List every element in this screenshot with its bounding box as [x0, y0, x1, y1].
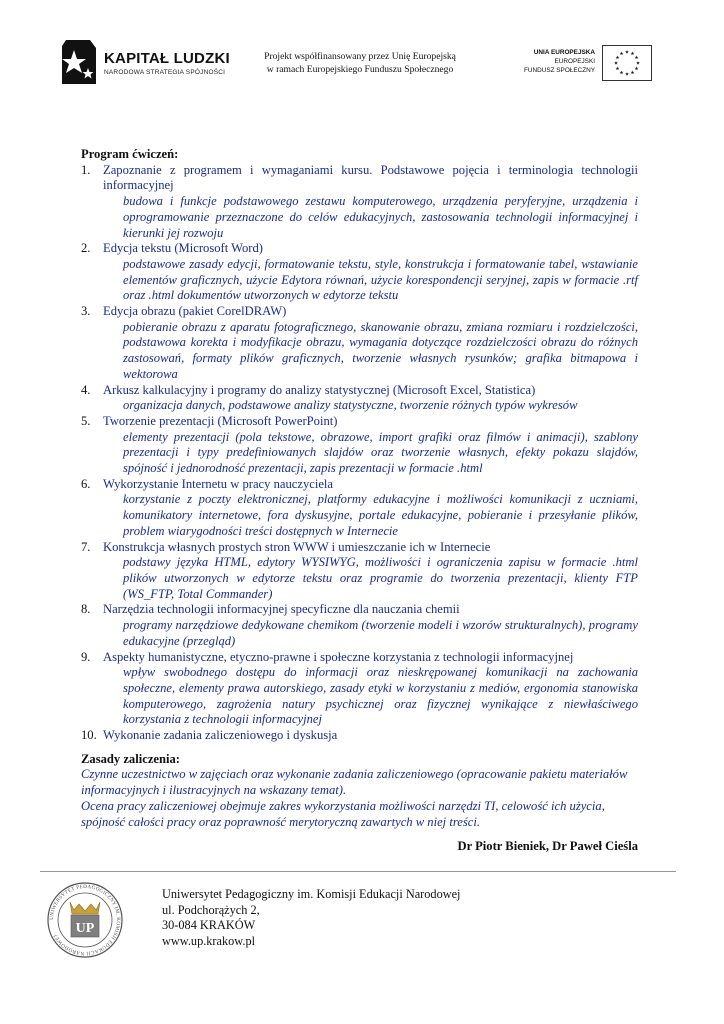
item-title: Edycja obrazu (pakiet CorelDRAW)	[103, 304, 287, 319]
item-number: 10.	[81, 728, 97, 743]
university-city: 30-084 KRAKÓW	[162, 918, 256, 933]
item-title: Arkusz kalkulacyjny i programy do analizy statystycznej (Microsoft Excel, Statistica)	[103, 382, 536, 397]
eu-star	[620, 51, 624, 55]
program-list	[81, 163, 638, 744]
program-item-8	[81, 602, 638, 649]
eu-logo	[505, 44, 655, 84]
university-seal-icon	[40, 880, 130, 960]
item-title: Wykorzystanie Internetu w pracy nauczyciela	[103, 476, 334, 491]
project-line-1: Projekt współfinansowany przez Unię Europejską	[264, 51, 456, 62]
eu-line-2: EUROPEJSKI	[554, 58, 595, 65]
item-description: wpływ swobodnego dostępu do informacji oraz nieskrępowanej komunikacji na zachowania społeczne, elementy prawa autorskiego, zasady etyki w korzystaniu z mediów, ergonomia stanowiska komputerowego, zagrożenia natury psychicznej oraz fizycznej wynikające z niewłaściwego korzystania z technologii informacyjnej	[123, 665, 638, 727]
eu-star	[616, 67, 620, 71]
item-number: 2.	[81, 241, 91, 256]
eu-star	[631, 51, 635, 55]
item-number: 1.	[81, 162, 91, 177]
footer-divider	[40, 871, 676, 872]
eu-star	[614, 61, 618, 65]
program-item-6	[81, 477, 638, 540]
item-number: 3.	[81, 304, 91, 319]
rules-line-2: Ocena pracy zaliczeniowej obejmuje zakres wykorzystania możliwości narzędzi TI, celowość ich użycia, spójność całości pracy oraz poprawność merytoryczną zawartych w niej treści.	[81, 798, 605, 829]
item-description: podstawowe zasady edycji, formatowanie tekstu, style, konstrukcja i formatowanie tabel, wstawianie elementów graficznych, użycie Edytora równań, użycie korespondencji seryjnej, zapis w formacie .rtf oraz .html dokumentów utworzonych w edytorze tekstu	[123, 256, 638, 303]
item-description: organizacja danych, podstawowe analizy statystyczne, tworzenie różnych typów wykresów	[123, 398, 578, 413]
item-title: Wykonanie zadania zaliczeniowego i dyskusja	[103, 728, 338, 743]
item-number: 4.	[81, 382, 91, 397]
rules-heading: Zasady zaliczenia:	[81, 751, 180, 766]
item-title: Aspekty humanistyczne, etyczno-prawne i społeczne korzystania z technologii informacyjnej	[103, 649, 574, 664]
eu-star	[616, 56, 620, 60]
program-item-1	[81, 163, 638, 242]
eu-star	[625, 50, 629, 54]
item-title: Edycja tekstu (Microsoft Word)	[103, 241, 263, 256]
program-item-5	[81, 414, 638, 477]
eu-text	[505, 48, 595, 75]
seal-ring-text: UNIWERSYTET PEDAGOGICZNY IM. KOMISJI EDUKACJI NARODOWEJ	[48, 883, 122, 957]
eu-star	[635, 67, 639, 71]
item-title: Konstrukcja własnych prostych stron WWW i umieszczanie ich w Internecie	[103, 539, 491, 554]
program-item-3	[81, 304, 638, 383]
program-item-9	[81, 650, 638, 729]
project-line-2: w ramach Europejskiego Funduszu Społecznego	[266, 64, 454, 75]
item-title: Zapoznanie z programem i wymaganiami kursu. Podstawowe pojęcia i terminologia technologii informacyjnej	[103, 162, 638, 193]
university-street: ul. Podchorążych 2,	[162, 902, 260, 917]
page-header	[0, 0, 724, 110]
eu-star	[620, 71, 624, 75]
eu-flag-icon	[602, 45, 652, 81]
program-item-4	[81, 383, 638, 414]
seal-letters: UP	[75, 921, 95, 936]
rules-line-1: Czynne uczestnictwo w zajęciach oraz wykonanie zadania zaliczeniowego (opracowanie pakietu materiałów informacyjnych i ilustracyjnych na wskazany temat).	[81, 767, 628, 798]
authors: Dr Piotr Bieniek, Dr Paweł Cieśla	[457, 839, 638, 854]
eu-star	[636, 61, 640, 65]
item-number: 9.	[81, 649, 91, 664]
item-title: Narzędzia technologii informacyjnej specyficzne dla nauczania chemii	[103, 602, 460, 617]
item-number: 6.	[81, 476, 91, 491]
university-website: www.up.krakow.pl	[162, 934, 256, 949]
university-name: Uniwersytet Pedagogiczny im. Komisji Edukacji Narodowej	[162, 887, 461, 901]
eu-star	[631, 71, 635, 75]
item-description: pobieranie obrazu z aparatu fotograficznego, skanowanie obrazu, zmiana rozmiaru i rozdzielczości, podstawowa korekta i modyfikacje obrazu, wymagania dotyczące rozdzielczości obrazu do różnych zastosowań, formaty plików graficznych, tworzenie własnych rysunków; grafika bitmapowa i wektorowa	[123, 319, 638, 381]
item-number: 8.	[81, 602, 91, 617]
item-number: 7.	[81, 539, 91, 554]
item-number: 5.	[81, 413, 91, 428]
logo-subtitle: NARODOWA STRATEGIA SPÓJNOŚCI	[104, 69, 226, 76]
program-item-10	[81, 728, 638, 744]
item-title: Tworzenie prezentacji (Microsoft PowerPoint)	[103, 413, 338, 428]
course-content	[81, 147, 638, 855]
eu-star	[635, 56, 639, 60]
item-description: podstawy języka HTML, edytory WYSIWYG, możliwości i ograniczenia zapisu w formacie .html plików utworzonych w edytorze tekstu oraz programie do tworzenia prezentacji, klienty FTP (WS_FTP, Total Commander)	[123, 555, 638, 601]
item-description: budowa i funkcje podstawowego zestawu komputerowego, urządzenia peryferyjne, urządzenia i oprogramowanie przeznaczone do celów edukacyjnych, zastosowania technologii informacyjnej i kierunki jej rozwoju	[123, 194, 638, 240]
university-address	[162, 887, 460, 950]
program-item-7	[81, 540, 638, 603]
kapital-ludzki-logo	[60, 38, 235, 88]
item-description: programy narzędziowe dedykowane chemikom (tworzenie modeli i wzorów strukturalnych), programy edukacyjne (przegląd)	[123, 618, 638, 648]
logo-title: KAPITAŁ LUDZKI	[104, 50, 230, 67]
item-description: elementy prezentacji (pola tekstowe, obrazowe, import grafiki oraz filmów i animacji), szablony prezentacji i typy predefiniowanych slajdów oraz tworzenie własnych, efekty pokazu slajdów, spójność i jednorodność prezentacji, zapis prezentacji w formacie .html	[123, 429, 638, 476]
eu-line-1: UNIA EUROPEJSKA	[533, 49, 595, 56]
project-funding-note	[240, 50, 480, 76]
program-item-2	[81, 241, 638, 304]
eu-star	[625, 72, 629, 76]
eu-line-3: FUNDUSZ SPOŁECZNY	[523, 67, 595, 74]
program-heading: Program ćwiczeń:	[81, 147, 179, 161]
kapital-ludzki-star-icon	[60, 38, 98, 86]
item-description: korzystanie z poczty elektronicznej, platformy edukacyjne i możliwości komunikacji z uczniami, komunikatory internetowe, fora dyskusyjne, portale edukacyjne, pobieranie i przesyłanie plików, problem wiarygodności treści dostępnych w Internecie	[123, 492, 638, 538]
